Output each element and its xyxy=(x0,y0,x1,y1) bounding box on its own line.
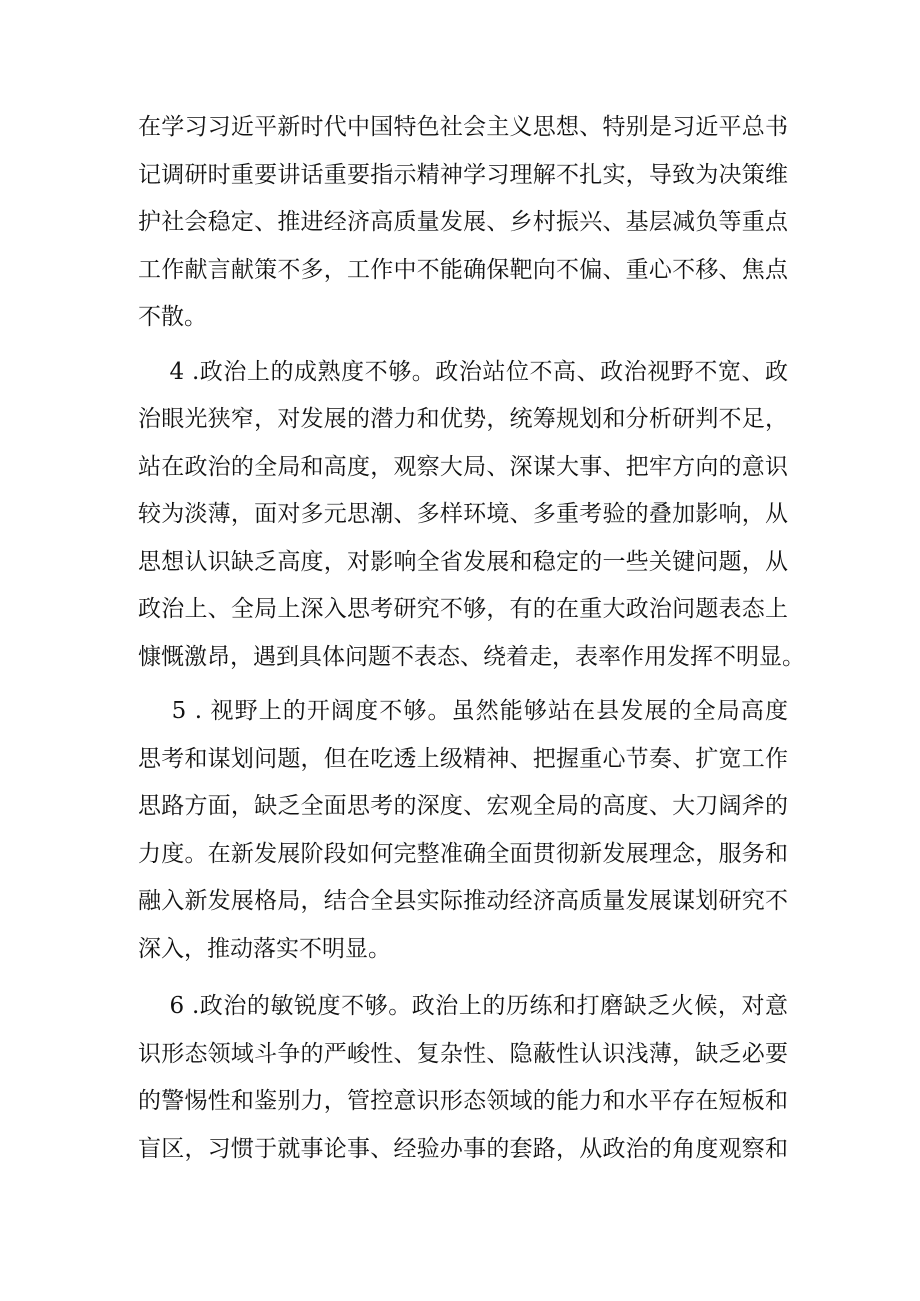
paragraph-3 xyxy=(138,688,788,973)
text-line: 力度。在新发展阶段如何完整准确全面贯彻新发展理念，服务和 xyxy=(138,840,788,867)
text-line: 治眼光狭窄，对发展的潜力和优势，统筹规划和分析研判不足， xyxy=(138,406,788,432)
text-line: 融入新发展格局，结合全县实际推动经济高质量发展谋划研究不 xyxy=(138,888,788,914)
text-line: 政治上、全局上深入思考研究不够，有的在重大政治问题表态上 xyxy=(138,596,788,622)
text-line: 站在政治的全局和高度，观察大局、深谋大事、把牢方向的意识 xyxy=(138,453,788,480)
text-line: 工作献言献策不多，工作中不能确保靶向不偏、重心不移、焦点 xyxy=(138,256,788,283)
text-line: 不散。 xyxy=(138,304,207,330)
text-line: 的警惕性和鉴别力，管控意识形态领域的能力和水平存在短板和 xyxy=(138,1088,788,1114)
paragraph-4 xyxy=(138,983,788,1173)
text-line: 记调研时重要讲话重要指示精神学习理解不扎实，导致为决策维 xyxy=(138,161,788,188)
text-line: 在学习习近平新时代中国特色社会主义思想、特别是习近平总书 xyxy=(138,114,788,140)
paragraph-1 xyxy=(138,104,788,342)
document-body xyxy=(138,104,805,1173)
text-line: 盲区，习惯于就事论事、经验办事的套路，从政治的角度观察和 xyxy=(138,1135,788,1162)
text-line: 思考和谋划问题，但在吃透上级精神、把握重心节奏、扩宽工作 xyxy=(138,745,788,772)
text-line: 思路方面，缺乏全面思考的深度、宏观全局的高度、大刀阔斧的 xyxy=(138,793,788,819)
text-line: 慷慨激昂，遇到具体问题不表态、绕着走，表率作用发挥不明显。 xyxy=(138,643,805,670)
text-line: 深入，推动落实不明显。 xyxy=(138,935,391,962)
text-line: 6 .政治的敏锐度不够。政治上的历练和打磨缺乏火候，对意 xyxy=(138,993,788,1019)
text-line: 较为淡薄，面对多元思潮、多样环境、多重考验的叠加影响，从 xyxy=(138,501,788,527)
text-line: 4 .政治上的成熟度不够。政治站位不高、政治视野不宽、政 xyxy=(138,358,788,385)
text-line: 思想认识缺乏高度，对影响全省发展和稳定的一些关键问题，从 xyxy=(138,548,788,575)
text-line: 护社会稳定、推进经济高质量发展、乡村振兴、基层减负等重点 xyxy=(138,209,788,235)
text-line: 5 . 视野上的开阔度不够。虽然能够站在县发展的全局高度 xyxy=(138,698,788,724)
text-line: 识形态领域斗争的严峻性、复杂性、隐蔽性认识浅薄，缺乏必要 xyxy=(138,1040,788,1067)
paragraph-2 xyxy=(138,349,805,682)
